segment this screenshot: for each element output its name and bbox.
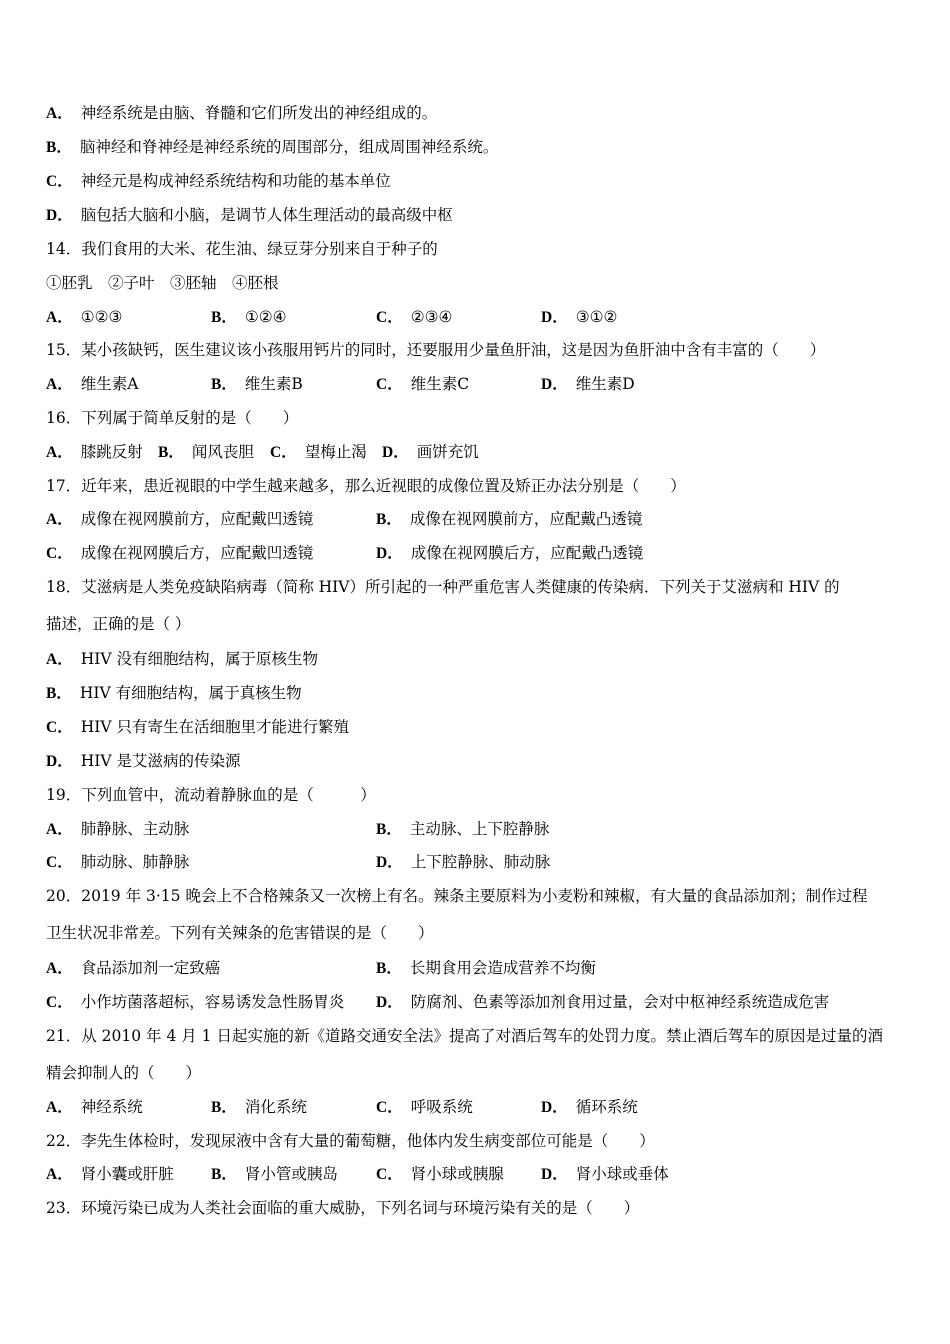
q20-options-row2 (46, 992, 906, 1012)
q18-option-a: A． HIV 没有细胞结构，属于原核生物 (46, 650, 318, 668)
q21-options (46, 1097, 906, 1117)
q20-option-a: A． 食品添加剂一定致癌 (46, 959, 221, 977)
q19-option-a: A． 肺静脉、主动脉 (46, 820, 190, 838)
q17-options-row2 (46, 543, 906, 563)
q14-stem: 14．我们食用的大米、花生油、绿豆芽分别来自于种子的 (46, 240, 438, 258)
q20-option-c: C． 小作坊菌落超标，容易诱发急性肠胃炎 (46, 993, 345, 1011)
q21-stem-line2: 精会抑制人的（ ） (46, 1064, 202, 1082)
q22-option-b: B． 肾小管或胰岛 (211, 1165, 338, 1183)
q13-option-c: C． 神经元是构成神经系统结构和功能的基本单位 (46, 172, 391, 190)
q14-option-a: A． ①②③ (46, 308, 123, 326)
q18-option-b: B． HIV 有细胞结构，属于真核生物 (46, 684, 302, 702)
q21-option-a: A． 神经系统 (46, 1098, 143, 1116)
q15-option-b: B． 维生素B (211, 375, 303, 393)
q14-option-b: B． ①②④ (211, 308, 287, 326)
q21-option-c: C． 呼吸系统 (376, 1098, 473, 1116)
q17-option-a: A． 成像在视网膜前方，应配戴凹透镜 (46, 510, 314, 528)
q19-options-row2 (46, 852, 906, 872)
q21-stem-line1: 21．从 2010 年 4 月 1 日起实施的新《道路交通安全法》提高了对酒后驾车的处罚力度。禁止酒后驾车的原因是过量的酒 (46, 1027, 883, 1045)
q22-option-d: D． 肾小球或垂体 (541, 1165, 669, 1183)
q17-stem: 17．近年来，患近视眼的中学生越来越多，那么近视眼的成像位置及矫正办法分别是（ ） (46, 477, 686, 495)
q19-options-row1 (46, 819, 906, 839)
q22-stem: 22．李先生体检时，发现尿液中含有大量的葡萄糖，他体内发生病变部位可能是（ ） (46, 1132, 655, 1150)
q16-option-a: A． 膝跳反射 (46, 443, 143, 461)
q20-option-d: D． 防腐剂、色素等添加剂食用过量，会对中枢神经系统造成危害 (376, 993, 830, 1011)
q22-options (46, 1164, 906, 1184)
q16-options (46, 442, 906, 462)
q21-option-b: B． 消化系统 (211, 1098, 307, 1116)
q19-option-c: C． 肺动脉、肺静脉 (46, 853, 190, 871)
q17-option-b: B． 成像在视网膜前方，应配戴凸透镜 (376, 510, 643, 528)
q22-option-a: A． 肾小囊或肝脏 (46, 1165, 174, 1183)
q18-option-d: D． HIV 是艾滋病的传染源 (46, 752, 241, 770)
q18-stem-line1: 18．艾滋病是人类免疫缺陷病毒（简称 HIV）所引起的一种严重危害人类健康的传染病．下列关于艾滋病和 HIV 的 (46, 578, 840, 596)
q20-option-b: B． 长期食用会造成营养不均衡 (376, 959, 596, 977)
q20-stem-line1: 20．2019 年 3·15 晚会上不合格辣条又一次榜上有名。辣条主要原料为小麦粉和辣椒，有大量的食品添加剂；制作过程 (46, 887, 868, 905)
q15-option-a: A． 维生素A (46, 375, 139, 393)
q20-options-row1 (46, 958, 906, 978)
q15-option-c: C． 维生素C (376, 375, 470, 393)
q19-stem: 19．下列血管中，流动着静脉血的是（ ） (46, 786, 376, 804)
q14-option-d: D． ③①② (541, 308, 618, 326)
q21-option-d: D． 循环系统 (541, 1098, 638, 1116)
q13-option-d: D． 脑包括大脑和小脑，是调节人体生理活动的最高级中枢 (46, 206, 453, 224)
q16-option-d: D． 画饼充饥 (382, 443, 479, 461)
q17-option-c: C． 成像在视网膜后方，应配戴凹透镜 (46, 544, 314, 562)
q13-option-b: B． 脑神经和脊神经是神经系统的周围部分，组成周围神经系统。 (46, 138, 499, 156)
q16-option-c: C． 望梅止渴 (270, 443, 367, 461)
q14-option-c: C． ②③④ (376, 308, 453, 326)
q15-option-d: D． 维生素D (541, 375, 635, 393)
q15-stem: 15．某小孩缺钙，医生建议该小孩服用钙片的同时，还要服用少量鱼肝油，这是因为鱼肝油中含有丰富的（ ） (46, 341, 826, 359)
q17-option-d: D． 成像在视网膜后方，应配戴凸透镜 (376, 544, 644, 562)
q18-stem-line2: 描述，正确的是（ ） (46, 615, 191, 633)
q18-option-c: C． HIV 只有寄生在活细胞里才能进行繁殖 (46, 718, 349, 736)
q16-stem: 16．下列属于简单反射的是（ ） (46, 409, 299, 427)
q20-stem-line2: 卫生状况非常差。下列有关辣条的危害错误的是（ ） (46, 924, 434, 942)
q16-option-b: B． 闻风丧胆 (158, 443, 254, 461)
q22-option-c: C． 肾小球或胰腺 (376, 1165, 504, 1183)
q14-sub-items: ①胚乳 ②子叶 ③胚轴 ④胚根 (46, 274, 279, 292)
q13-option-a: A． 神经系统是由脑、脊髓和它们所发出的神经组成的。 (46, 104, 438, 122)
q23-stem: 23．环境污染已成为人类社会面临的重大威胁，下列名词与环境污染有关的是（ ） (46, 1199, 640, 1217)
q14-options (46, 307, 906, 327)
q15-options (46, 374, 906, 394)
q19-option-d: D． 上下腔静脉、肺动脉 (376, 853, 551, 871)
q17-options-row1 (46, 509, 906, 529)
q19-option-b: B． 主动脉、上下腔静脉 (376, 820, 550, 838)
